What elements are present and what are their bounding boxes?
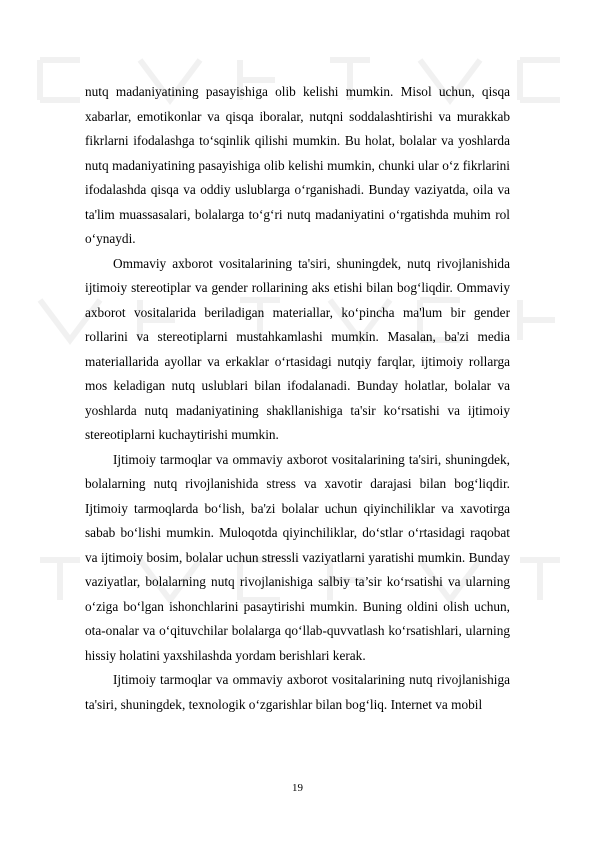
paragraph-4: Ijtimoiy tarmoqlar va ommaviy axborot vositalarining nutq rivojlanishiga ta'siri, shuningdek, texnologik o‘zgarishlar bilan bog‘liq. Internet va mobil <box>85 672 510 712</box>
page-number: 19 <box>292 782 303 794</box>
paragraph-1: nutq madaniyatining pasayishiga olib kelishi mumkin. Misol uchun, qisqa xabarlar, emotikonlar va qisqa iboralar, nutqni soddalashtirishi va murakkab fikrlarni ifodalashga to‘sqinlik qilishi mumkin. Bu holat, bolalar va yoshlarda nutq madaniyatining pasayishiga olib kelishi mumkin, chunki ular o‘z fikrlarini ifodalashda qisqa va oddiy uslublarga o‘rganishadi. Bunday vaziyatda, oila va ta'lim muassasalari, bolalarga to‘g‘ri nutq madaniyatini o‘rgatishda muhim rol o‘ynaydi. <box>85 84 510 246</box>
paragraph-2: Ommaviy axborot vositalarining ta'siri, shuningdek, nutq rivojlanishida ijtimoiy stereotiplar va gender rollarining aks etishi bilan bog‘liqdir. Ommaviy axborot vositalarida beriladigan materiallar, ko‘pincha ma'lum bir gender rollarini va stereotiplarni mustahkamlashi mumkin. Masalan, ba'zi media materiallarida ayollar va erkaklar o‘rtasidagi nutqiy farqlar, ijtimoiy rollarga mos keladigan nutq uslublari bilan ifodalanadi. Bunday holatlar, bolalar va yoshlarda nutq madaniyatining shakllanishiga ta'sir ko‘rsatishi va ijtimoiy stereotiplarni kuchaytirishi mumkin. <box>85 255 510 442</box>
paragraph-3: Ijtimoiy tarmoqlar va ommaviy axborot vositalarining ta'siri, shuningdek, bolalarning nutq rivojlanishida stress va xavotir darajasi bilan bog‘liqdir. Ijtimoiy tarmoqlarda bo‘lish, ba'zi bolalar uchun qiyinchiliklar va xavotirga sabab bo‘lishi mumkin. Muloqotda qiyinchiliklar, do‘stlar o‘rtasidagi raqobat va ijtimoiy bosim, bolalar uchun stressli vaziyatlarni yaratishi mumkin. Bunday vaziyatlar, bolalarning nutq rivojlanishiga salbiy ta’sir ko‘rsatishi va ularning o‘ziga bo‘lgan ishonchlarini pasaytirishi mumkin. Buning oldini olish uchun, ota-onalar va o‘qituvchilar bolalarga qo‘llab-quvvatlash ko‘rsatishlari, ularning hissiy holatini yaxshilashda yordam berishlari kerak. <box>85 451 510 663</box>
page-body <box>85 80 510 717</box>
